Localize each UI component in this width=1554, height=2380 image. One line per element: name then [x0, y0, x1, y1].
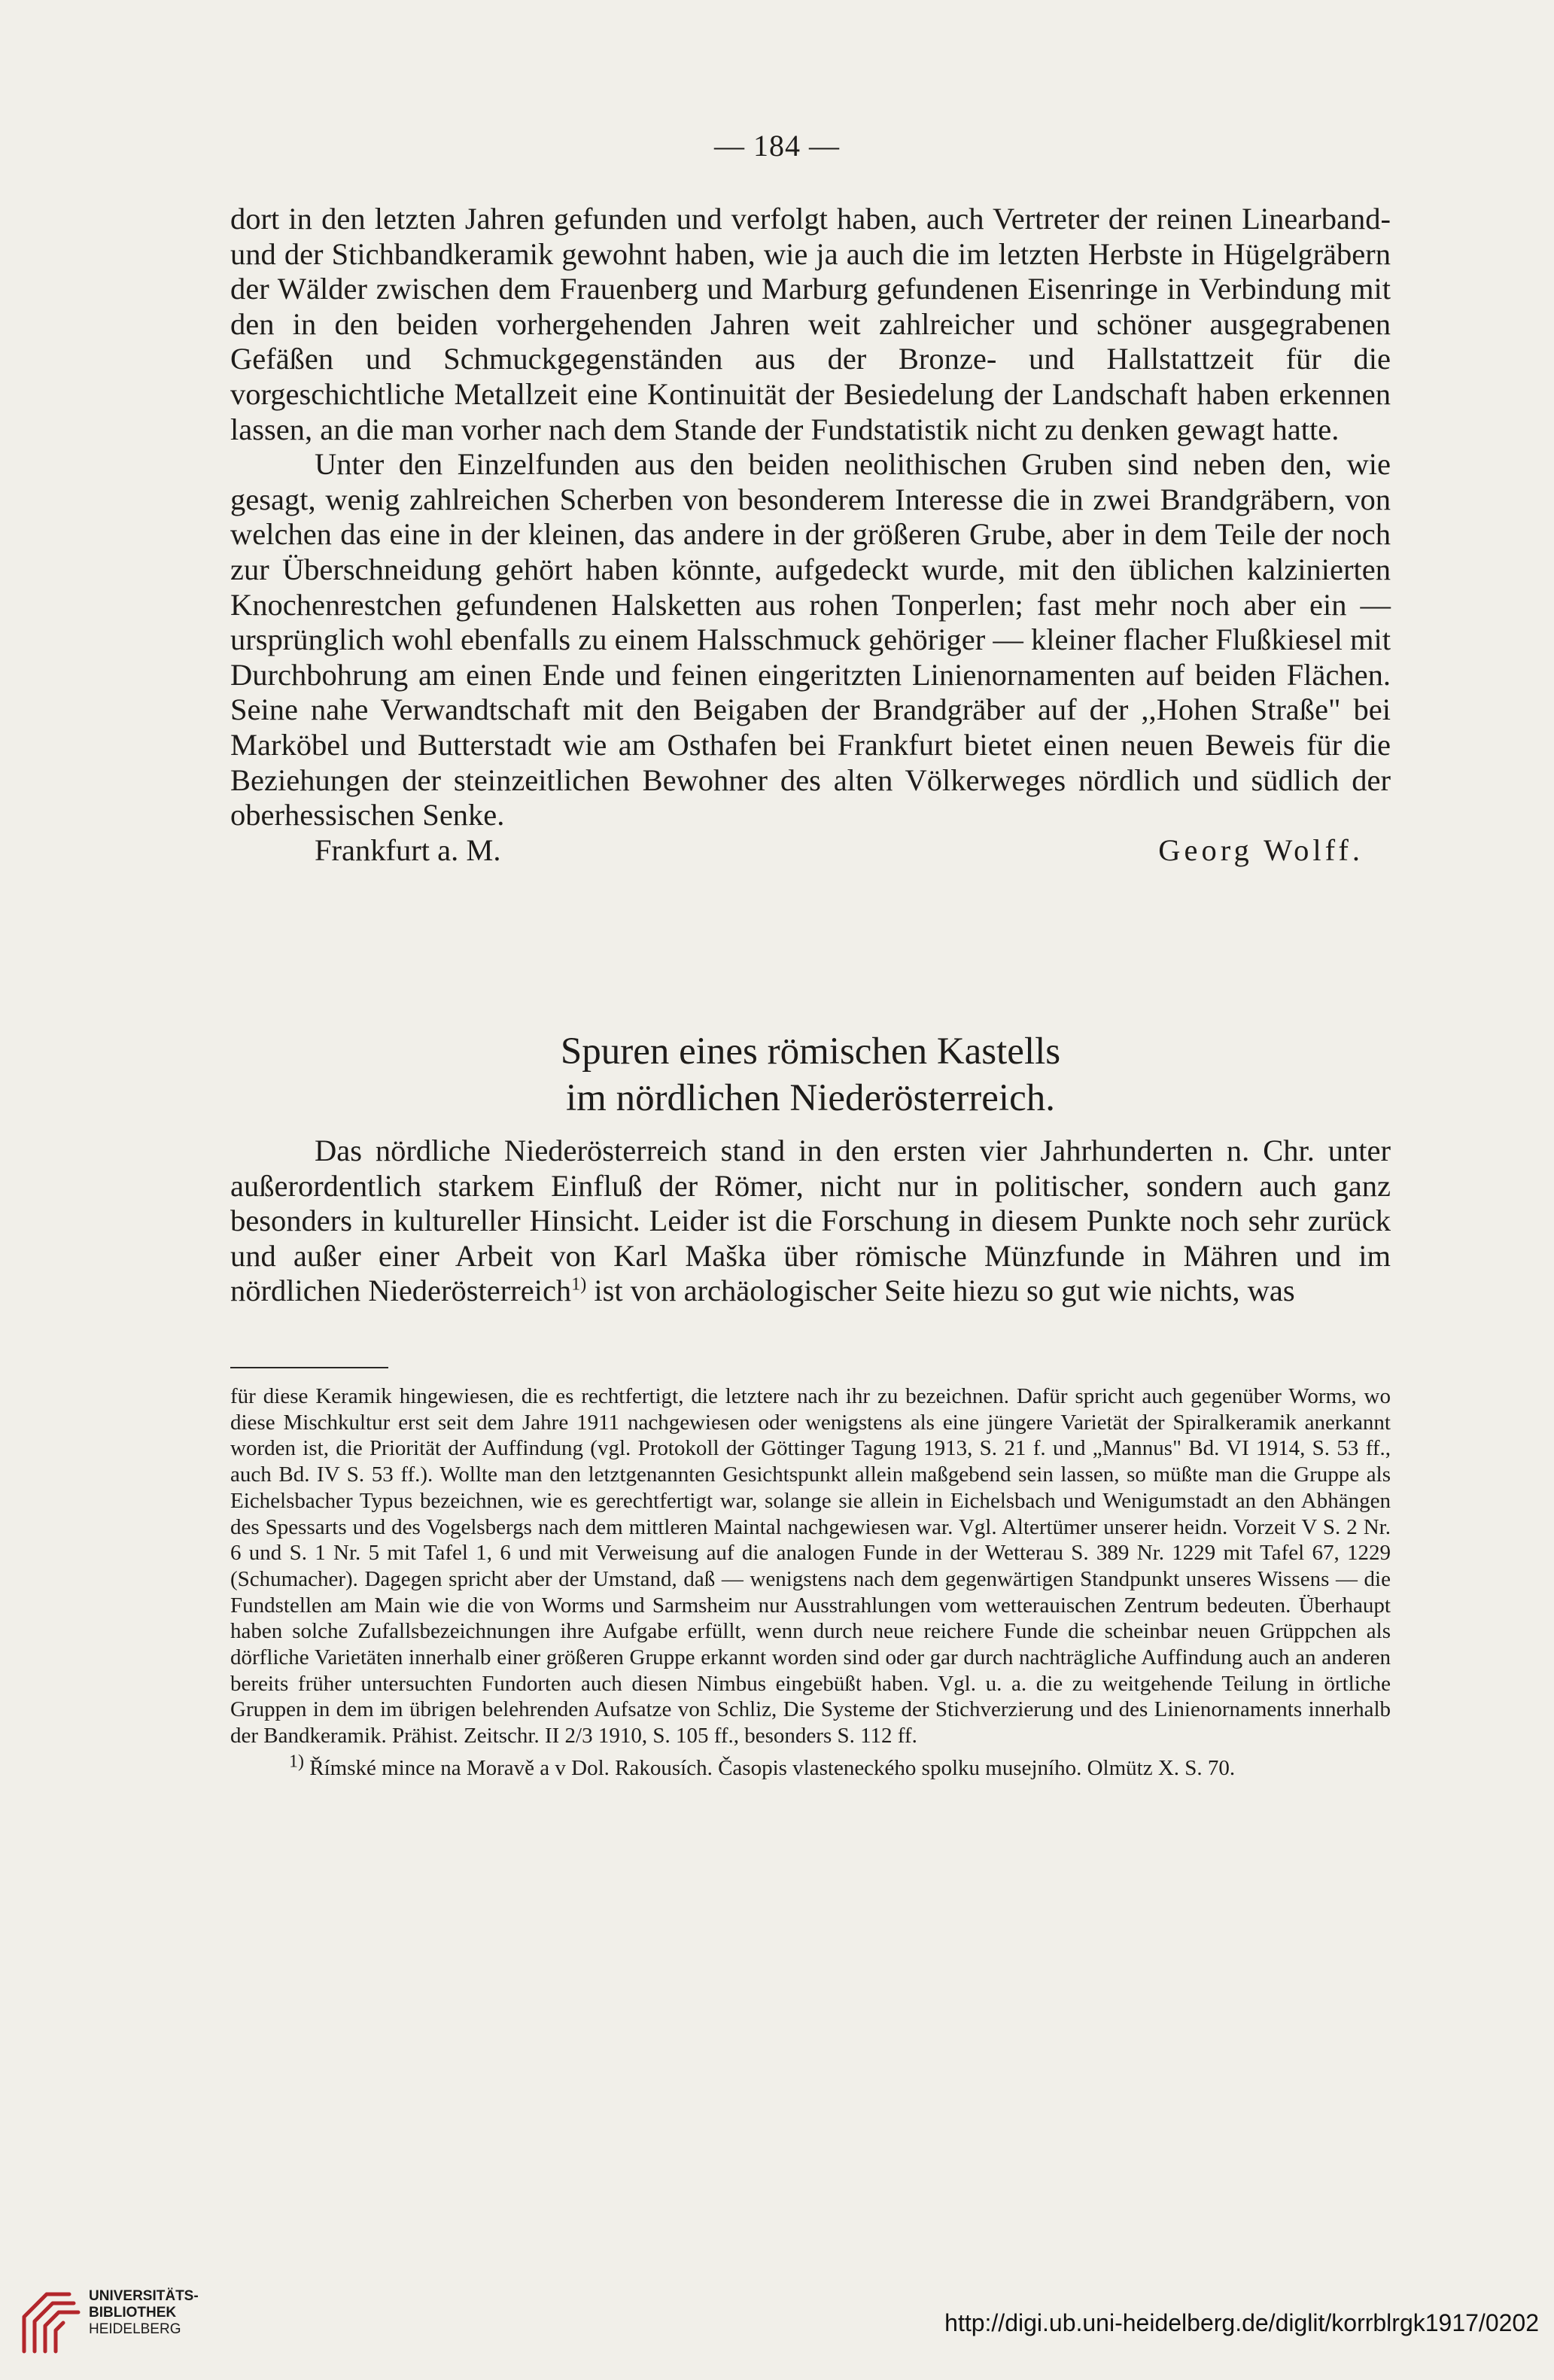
footnote-1-marker: 1)	[289, 1752, 304, 1772]
footnote-marker[interactable]: 1)	[571, 1274, 587, 1295]
library-logo-icon[interactable]	[17, 2284, 81, 2356]
article-body	[230, 1134, 1391, 1309]
article-intro-text-end: ist von archäologischer Seite hiezu so gut wie nichts, was	[586, 1274, 1295, 1308]
footnote-1	[230, 1752, 1391, 1782]
footnote-1-text: Římské mince na Moravě a v Dol. Rakousích. Časopis vlasteneckého spolku musejního. Olmütz X. S. 70.	[304, 1755, 1236, 1780]
paragraph-findings: Unter den Einzelfunden aus den beiden neolithischen Gruben sind neben den, wie gesagt, wenig zahlreichen Scherben von besonderem Interesse die in zwei Brandgräbern, von welchen das eine in der kleinen, das andere in der größeren Grube, aber in dem Teile der noch zur Überschneidung gehört haben könnte, aufgedeckt wurde, mit den üblichen kalzinierten Knochenrestchen gefundenen Halsketten aus rohen Tonperlen; fast mehr noch aber ein — ursprünglich wohl ebenfalls zu einem Halsschmuck gehöriger — kleiner flacher Flußkiesel mit Durchbohrung am einen Ende und feinen eingeritzten Linienornamenten auf beiden Flächen. Seine nahe Verwandtschaft mit den Beigaben der Brandgräber auf der ,,Hohen Straße" bei Marköbel und Butterstadt wie am Osthafen bei Frankfurt bietet einen neuen Beweis für die Beziehungen der steinzeitlichen Bewohner des alten Völkerweges nördlich und südlich der oberhessischen Senke.	[230, 447, 1391, 832]
permalink-url[interactable]: http://digi.ub.uni-heidelberg.de/diglit/korrblrgk1917/0202	[944, 2309, 1539, 2336]
footnote-continued: für diese Keramik hingewiesen, die es rechtfertigt, die letztere nach ihr zu bezeichnen. Dafür spricht auch gegenüber Worms, wo diese Mischkultur erst seit dem Jahre 1911 nachgewiesen oder wenigstens als eine jüngere Varietät der Spiralkeramik anerkannt worden ist, die Priorität der Auffindung (vgl. Protokoll der Göttinger Tagung 1913, S. 21 f. und „Mannus" Bd. VI 1914, S. 53 ff., auch Bd. IV S. 53 ff.). Wollte man den letztgenannten Gesichtspunkt allein maßgebend sein lassen, so müßte man die Gruppe als Eichelsbacher Typus bezeichnen, wie es gerechtfertigt war, solange sie allein in Eichelsbach und Wenigumstadt an den Abhängen des Spessarts und des Vogelsbergs nach dem mittleren Maintal nachgewiesen war. Vgl. Altertümer unserer heidn. Vorzeit V S. 2 Nr. 6 und S. 1 Nr. 5 mit Tafel 1, 6 und mit Verweisung auf die analogen Funde in der Wetterau S. 389 Nr. 1229 mit Tafel 67, 1229 (Schumacher). Dagegen spricht aber der Umstand, daß — wenigstens nach dem gegenwärtigen Standpunkt unseres Wissens — die Fundstellen am Main wie die von Worms und Sarmsheim nur Ausstrahlungen vom wetterauischen Zentrum bedeuten. Überhaupt haben solche Zufallsbezeichnungen ihre Aufgabe erfüllt, wenn durch neue reichere Funde die scheinbar neuen Grüppchen als dörfliche Varietäten innerhalb einer größeren Gruppe erkannt worden sind oder gar durch nachträgliche Auffindung auch an anderen bereits früher untersuchten Fundorten auch diesen Nimbus eingebüßt haben. Vgl. u. a. die zu weitgehende Teilung in örtliche Gruppen in dem im übrigen belehrenden Aufsatze von Schliz, Die Systeme der Stichverzierung und des Linienornaments innerhalb der Bandkeramik. Prähist. Zeitschr. II 2/3 1910, S. 105 ff., besonders S. 112 ff.	[230, 1384, 1391, 1748]
library-logo-text	[89, 2288, 199, 2338]
signature-author: Georg Wolff.	[1158, 832, 1364, 867]
paragraph-continuation: dort in den letzten Jahren gefunden und verfolgt haben, auch Vertreter der reinen Linearband- und der Stichbandkeramik gewohnt haben, wie ja auch die im letzten Herbste in Hügelgräbern der Wälder zwischen dem Frauenberg und Marburg gefundenen Eisenringe in Verbindung mit den in den beiden vorhergehenden Jahren weit zahlreicher und schöner ausgegrabenen Gefäßen und Schmuckgegenständen aus der Bronze- und Hallstattzeit für die vorgeschichtliche Metallzeit eine Kontinuität der Besiedelung der Landschaft haben erkennen lassen, an die man vorher nach dem Stande der Fundstatistik nicht zu denken gewagt hatte.	[230, 202, 1391, 446]
article-title	[230, 1028, 1391, 1122]
article-intro-paragraph	[230, 1134, 1391, 1309]
article-title-line1: Spuren eines römischen Kastells	[560, 1030, 1061, 1073]
page-number: — 184 —	[714, 129, 840, 163]
body-text	[230, 202, 1391, 868]
signature-place: Frankfurt a. M.	[315, 832, 501, 867]
logo-line-1: UNIVERSITÄTS-	[89, 2288, 199, 2304]
article-title-line2: im nördlichen Niederösterreich.	[565, 1077, 1055, 1119]
signature-line	[230, 833, 1391, 869]
logo-line-2: BIBLIOTHEK	[89, 2305, 177, 2321]
footnotes	[230, 1383, 1391, 1782]
footer	[0, 2258, 1554, 2380]
logo-line-3: HEIDELBERG	[89, 2321, 181, 2337]
footnote-divider	[230, 1367, 388, 1368]
article-intro-text: Das nördliche Niederösterreich stand in den ersten vier Jahrhunderten n. Chr. unter außerordentlich starkem Einfluß der Römer, nicht nur in politischer, sondern auch ganz besonders in kultureller Hinsicht. Leider ist die Forschung in diesem Punkte noch sehr zurück und außer einer Arbeit von Karl Maška über römische Münzfunde in Mähren und im nördlichen Niederösterreich	[230, 1134, 1391, 1308]
